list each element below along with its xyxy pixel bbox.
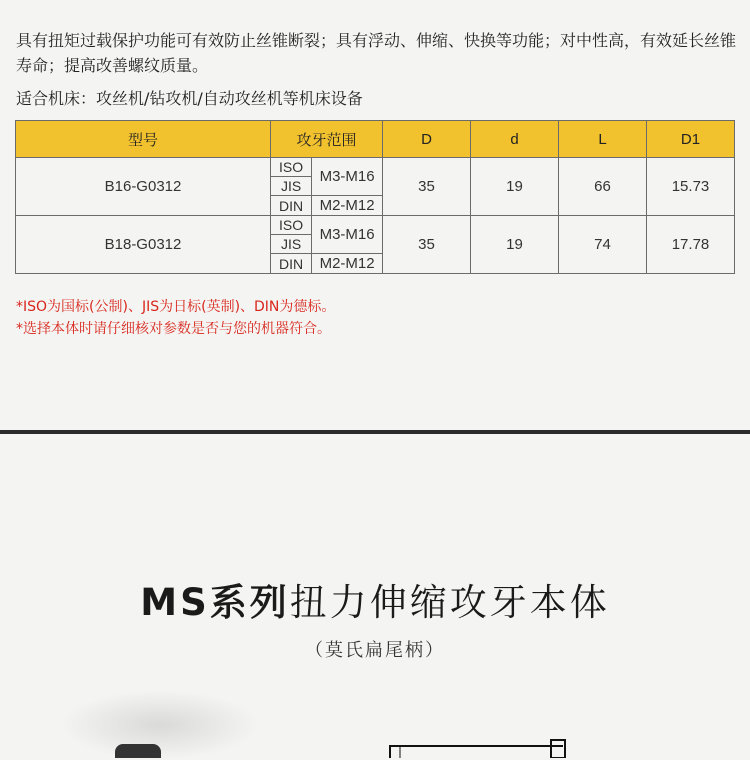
note-check-params: *选择本体时请仔细核对参数是否与您的机器符合。: [16, 321, 331, 337]
cell-d: 19: [471, 216, 559, 274]
series-title-rest: 扭力伸缩攻牙本体: [289, 581, 610, 624]
series-title-bold: MS系列: [140, 581, 290, 624]
cell-D: 35: [383, 158, 471, 216]
cell-standard: JIS: [271, 177, 312, 196]
cell-d: 19: [471, 158, 559, 216]
cell-range: M3-M16: [312, 216, 383, 254]
product-image: [115, 744, 161, 758]
cell-L: 66: [559, 158, 647, 216]
header-L: L: [559, 121, 647, 158]
cell-D1: 15.73: [647, 158, 735, 216]
header-d: d: [471, 121, 559, 158]
suitable-machines: 适合机床：攻丝机/钻攻机/自动攻丝机等机床设备: [16, 89, 363, 108]
section-divider: [0, 430, 750, 434]
series-subtitle: （莫氏扁尾柄）: [305, 640, 445, 661]
technical-drawing: [388, 738, 570, 758]
header-model: 型号: [16, 121, 271, 158]
header-tap-range: 攻牙范围: [271, 121, 383, 158]
cell-range: M3-M16: [312, 158, 383, 196]
cell-D: 35: [383, 216, 471, 274]
notes: [16, 296, 335, 340]
header-D1: D1: [647, 121, 735, 158]
cell-model: B16-G0312: [16, 158, 271, 216]
cell-D1: 17.78: [647, 216, 735, 274]
table-row: [16, 216, 735, 235]
series-title: [0, 572, 750, 626]
note-standards: *ISO为国标(公制)、JIS为日标(英制)、DIN为德标。: [16, 299, 336, 315]
cell-standard: DIN: [271, 254, 312, 274]
cell-standard: JIS: [271, 235, 312, 254]
product-description: 具有扭矩过载保护功能可有效防止丝锥断裂；具有浮动、伸缩、快换等功能；对中性高，有效延长丝锥寿命；提高改善螺纹质量。: [16, 31, 737, 75]
cell-standard: ISO: [271, 158, 312, 177]
cell-standard: ISO: [271, 216, 312, 235]
drawing-end-block: [551, 740, 565, 758]
cell-L: 74: [559, 216, 647, 274]
cell-standard: DIN: [271, 196, 312, 216]
table-row: [16, 158, 735, 177]
cell-range: M2-M12: [312, 196, 383, 216]
spec-table: [15, 120, 735, 274]
cell-range: M2-M12: [312, 254, 383, 274]
cell-model: B18-G0312: [16, 216, 271, 274]
header-D: D: [383, 121, 471, 158]
table-header-row: [16, 121, 735, 158]
